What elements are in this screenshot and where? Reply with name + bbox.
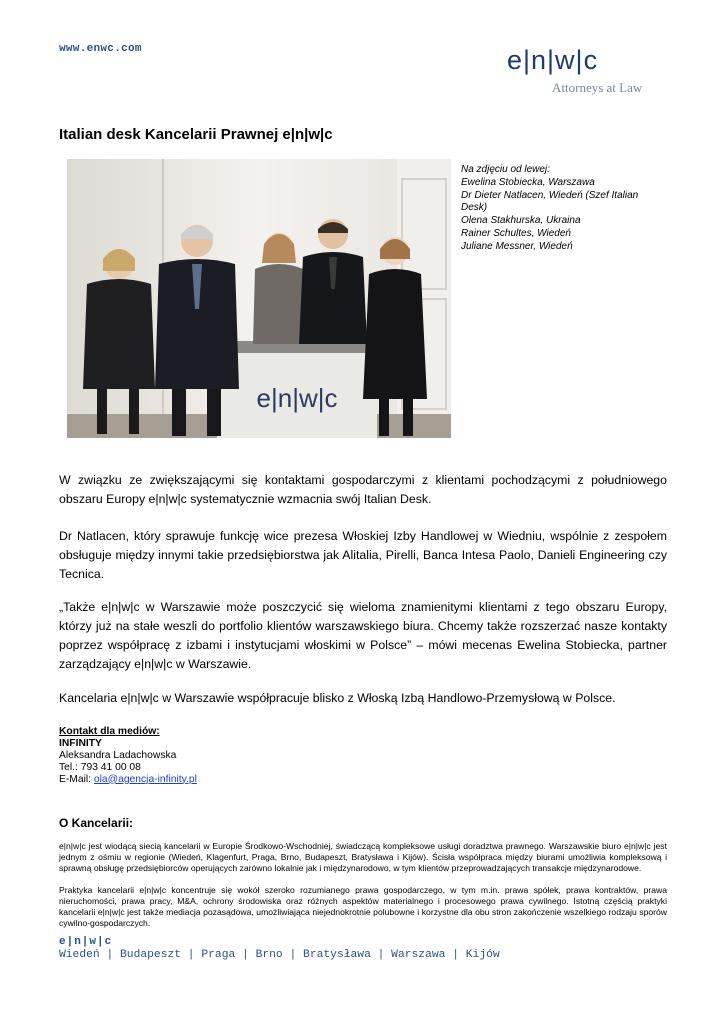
contact-name: Aleksandra Ladachowska xyxy=(59,749,177,761)
caption-line: Na zdjęciu od lewej: xyxy=(461,164,550,175)
contact-company: INFINITY xyxy=(59,737,102,749)
logo-subtitle: Attorneys at Law xyxy=(552,80,643,95)
paragraph-quote: „Także e|n|w|c w Warszawie może poszczycić się wieloma znamienitymi klientami z tego obszaru Europy, którzy już na stałe weszli do portfolio klientów warszawskiego biura. Chcemy także rozszerzać nasze kontakty poprzez współpracę z izbami i instytucjami włoskimi w Polsce” – mówi mecenas Ewelina Stobiecka, partner zarządzający e|n|w|c w Warszawie. xyxy=(59,600,667,671)
footer-brand: e|n|w|c xyxy=(59,936,113,948)
contact-email-line xyxy=(59,774,197,786)
logo-text: e|n|w|c xyxy=(507,45,599,75)
caption-line: Ewelina Stobiecka, Warszawa xyxy=(461,176,595,188)
website-url: www.enwc.com xyxy=(59,43,142,55)
footer-cities: Wiedeń | Budapeszt | Praga | Brno | Bratysława | Warszawa | Kijów xyxy=(59,949,500,961)
contact-email-label: E-Mail: xyxy=(59,773,94,785)
caption-line: Juliane Messner, Wiedeń xyxy=(461,240,573,252)
contact-email-link[interactable]: ola@agencja-infinity.pl xyxy=(93,773,197,785)
company-logo xyxy=(507,44,667,100)
paragraph-intro: W związku ze zwiększającymi się kontaktami gospodarczymi z klientami pochodzącymi z południowego obszaru Europy e|n|w|c systematycznie wzmacnia swój Italian Desk. xyxy=(59,473,667,506)
paragraph-natlacen: Dr Natlacen, który sprawuje funkcję wice prezesa Włoskiej Izby Handlowej w Wiedniu, wspólnie z zespołem obsługuje między innymi takie przedsiębiorstwa jak Alitalia, Pirelli, Banca Intesa Paolo, Danieli Engineering czy Tecnica. xyxy=(59,529,667,581)
team-photo xyxy=(67,159,451,438)
caption-line: Dr Dieter Natlacen, Wiedeń (Szef Italian Desk) xyxy=(461,189,639,214)
paragraph-cooperation: Kancelaria e|n|w|c w Warszawie współpracuje blisko z Włoską Izbą Handlowo-Przemysłową w Polsce. xyxy=(59,691,616,705)
about-paragraph-1: e|n|w|c jest wiodącą siecią kancelarii w Europie Środkowo-Wschodniej, świadczącą kompleksowe usługi doradztwa prawnego. Warszawskie biuro e|n|w|c jest jednym z ośmiu w regionie (Wiedeń, Klagenfurt, Praga, Brno, Budapeszt, Bratysława i Kijów). Ścisła współpraca między biurami umożliwia kompleksową i sprawną obsługę przedsiębiorców operujących zarówno lokalnie jak i międzynarodowo, w tym klientów przeprowadzających transakcje międzynarodowe. xyxy=(59,841,667,873)
desk-logo: e|n|w|c xyxy=(256,383,338,413)
contact-phone: Tel.: 793 41 00 08 xyxy=(59,761,141,773)
contact-heading: Kontakt dla mediów: xyxy=(59,726,160,737)
caption-line: Rainer Schultes, Wiedeń xyxy=(461,227,571,239)
media-contact xyxy=(59,726,197,786)
document-title: Italian desk Kancelarii Prawnej e|n|w|c xyxy=(59,126,333,143)
about-heading: O Kancelarii: xyxy=(59,816,134,830)
caption-line: Olena Stakhurska, Ukraina xyxy=(461,215,581,227)
photo-caption xyxy=(461,164,667,254)
about-paragraph-2: Praktyka kancelarii e|n|w|c koncentruje się wokół szeroko rozumianego prawa gospodarczego, w tym m.in. prawa spółek, prawa kontraktów, prawa nieruchomości, prawa pracy, M&A, ochrony środowiska oraz różnych aspektów materialnego i procesowego prawa cywilnego. Istotną częścią praktyki kancelarii e|n|w|c jest także mediacja pozasądowa, umożliwiająca niejednokrotnie polubowne i korzystne dla obu stron zakończenie wszelkiego rodzaju sporów cywilno-gospodarczych. xyxy=(59,885,667,928)
